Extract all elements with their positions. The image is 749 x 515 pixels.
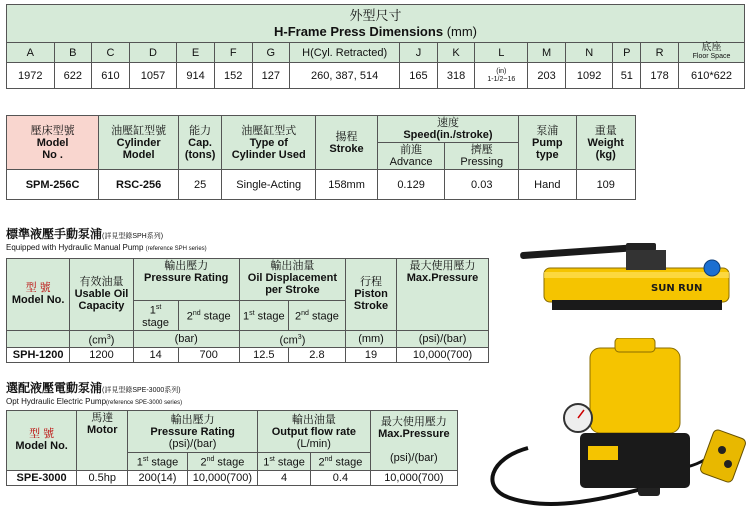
pump-cell: 1200 — [70, 348, 133, 363]
pump-header-stroke — [346, 259, 397, 331]
pump-unit-stroke: (mm) — [346, 330, 397, 348]
epump-cell: 200(14) — [128, 470, 188, 485]
manual-pump-image — [516, 228, 746, 338]
press-pressing-cn: 擠壓 — [470, 144, 493, 156]
manual-pump-table — [6, 258, 489, 363]
dim-value-l — [475, 63, 528, 89]
dimensions-title-en: H-Frame Press Dimensions — [273, 23, 444, 39]
epump-flow-stage1-label — [257, 453, 310, 471]
pump-header-displacement — [239, 259, 345, 301]
electric-subtitle-en: Opt Hydraulic Electric Pump — [6, 397, 107, 406]
pump-cap-en1: Usable Oil — [74, 288, 129, 301]
stage-num: 1 — [149, 304, 156, 317]
epump-stage2-label — [187, 453, 257, 471]
press-model-cn: 壓床型號 — [30, 124, 75, 137]
stage-suffix: st — [269, 456, 275, 463]
dim-header: F — [214, 43, 252, 63]
press-cell: Hand — [519, 170, 576, 200]
press-type-cn: 油壓缸型式 — [241, 124, 297, 137]
epump-header-max — [370, 411, 457, 471]
press-cell: 0.03 — [445, 170, 519, 200]
dim-header-floor-space — [679, 43, 745, 63]
epump-flow-en: Output flow rate — [271, 425, 357, 438]
dim-value: 1092 — [565, 63, 613, 89]
epump-flow-cn: 輸出油量 — [291, 413, 336, 426]
motor-housing — [590, 348, 680, 433]
pump-cell: 19 — [346, 348, 397, 363]
press-pump-type: type — [536, 148, 559, 161]
epump-pr-unit: (psi)/(bar) — [168, 437, 217, 450]
press-advance-en: Advance — [389, 156, 433, 168]
electric-pump-image — [470, 338, 746, 513]
epump-motor-cn: 馬達 — [91, 412, 114, 424]
press-header-type — [222, 116, 316, 170]
l-unit: (in) — [496, 67, 507, 75]
floor-space-cn: 底座 — [701, 42, 722, 53]
dim-value: 610*622 — [679, 63, 745, 89]
pump-max-en: Max.Pressure — [406, 272, 479, 284]
stage-num: 2 — [318, 456, 325, 469]
press-header-advance — [377, 143, 445, 170]
press-header-pump — [519, 116, 576, 170]
press-cap-unit: (tons) — [184, 148, 216, 161]
dim-header: K — [437, 43, 475, 63]
floor-space-en: Floor Space — [692, 53, 731, 60]
press-cell: 158mm — [316, 170, 377, 200]
epump-cell: 10,000(700) — [187, 470, 257, 485]
epump-max-cn: 最大使用壓力 — [380, 416, 447, 429]
epump-cell: SPE-3000 — [7, 470, 77, 485]
press-type-en1: Type of — [249, 136, 288, 149]
dimensions-title-unit: (mm) — [446, 23, 478, 39]
press-cell: 109 — [576, 170, 636, 200]
remote-control — [699, 429, 746, 484]
stage-suffix: st — [249, 310, 255, 317]
pump-header-max — [397, 259, 489, 331]
electric-title-note: (詳見型錄SPE-3000系列) — [102, 387, 181, 394]
epump-stage1-label — [128, 453, 188, 471]
pump-base — [552, 300, 722, 310]
pump-unit-disp: $(cm^3)$ — [239, 330, 345, 348]
dimensions-title-cn: 外型尺寸 — [349, 7, 402, 23]
press-speed-en: Speed(in./stroke) — [403, 129, 493, 141]
press-cell: 25 — [179, 170, 222, 200]
pump-cell: 700 — [178, 348, 239, 363]
dim-header: C — [92, 43, 130, 63]
epump-data-row — [7, 470, 458, 485]
press-pump-en: Pump — [532, 136, 563, 149]
press-header-cap — [179, 116, 222, 170]
pump-stroke-cn: 行程 — [360, 276, 383, 289]
dim-header: H(Cyl. Retracted) — [290, 43, 400, 63]
dim-header: A — [7, 43, 55, 63]
press-weight-cn: 重量 — [594, 124, 617, 137]
epump-cell: 4 — [257, 470, 310, 485]
pump-cap-cn: 有效油量 — [79, 276, 124, 289]
pump-unit-row — [7, 330, 489, 348]
press-header-cylinder — [99, 116, 179, 170]
pump-unit-max: (psi)/(bar) — [397, 330, 489, 348]
pump-header-model — [7, 259, 70, 331]
press-pressing-en: Pressing — [460, 156, 504, 168]
pump-pr-en: Pressure Rating — [144, 272, 229, 284]
dim-header: G — [252, 43, 290, 63]
manual-title-cn: 標準液壓手動泵浦 — [6, 227, 103, 241]
press-header-model — [7, 116, 99, 170]
manual-title-note: (詳見型錄SPH系列) — [102, 233, 164, 240]
press-speed-cn: 速度 — [436, 117, 459, 129]
press-cell: 0.129 — [377, 170, 445, 200]
pump-unit-pressure: (bar) — [133, 330, 239, 348]
dim-value: 152 — [214, 63, 252, 89]
dimensions-value-row — [7, 63, 745, 89]
epump-motor-en: Motor — [86, 424, 118, 436]
dim-value: 260, 387, 514 — [290, 63, 400, 89]
pump-model-en: Model No. — [11, 294, 65, 307]
stage-suffix: st — [155, 304, 162, 311]
epump-max-en: Max.Pressure — [378, 428, 450, 441]
pump-cell: 10,000(700) — [397, 348, 489, 363]
epump-model-en: Model No. — [15, 440, 68, 453]
press-pump-cn: 泵浦 — [536, 124, 559, 137]
oil-tank — [580, 433, 690, 488]
stage-word: stage — [217, 456, 245, 469]
epump-flow-stage2-label — [311, 453, 371, 471]
press-data-row — [7, 170, 636, 200]
manual-pump-subtitle — [6, 243, 207, 254]
epump-pr-cn: 輸出壓力 — [170, 413, 215, 426]
press-cylinder-model: Model — [122, 148, 155, 161]
pump-unit-model — [7, 330, 70, 348]
pump-header-capacity — [70, 259, 133, 331]
press-weight-en: Weight — [587, 136, 624, 149]
epump-header-flow — [257, 411, 370, 453]
stage-word: stage — [311, 310, 339, 323]
press-type-en2: Cylinder Used — [231, 148, 306, 161]
pump-max-cn: 最大使用壓力 — [409, 260, 476, 272]
press-cell: RSC-256 — [99, 170, 179, 200]
pump-stroke-en2: Stroke — [353, 300, 389, 313]
pump-handle — [520, 244, 640, 259]
dim-value: 914 — [177, 63, 215, 89]
epump-max-unit: (psi)/(bar) — [390, 452, 438, 465]
unit-cm: (cm — [88, 334, 107, 347]
stage-word: stage — [142, 316, 170, 329]
pump-cell: SPH-1200 — [7, 348, 70, 363]
dim-header: B — [54, 43, 92, 63]
stage-word: stage — [203, 310, 231, 323]
pump-unit-capacity: $(cm^3)$ — [70, 330, 133, 348]
press-header-stroke — [316, 116, 377, 170]
pump-pr-cn: 輸出壓力 — [164, 260, 209, 272]
dim-value: 622 — [54, 63, 92, 89]
epump-cell: 0.5hp — [77, 470, 128, 485]
stage-word: stage — [151, 456, 179, 469]
press-advance-cn: 前進 — [400, 144, 423, 156]
pump-disp-en1: Oil Displacement — [247, 272, 338, 284]
dim-value: 1972 — [7, 63, 55, 89]
pump-cap-en2: Capacity — [78, 300, 125, 313]
unit-cm: (cm — [279, 334, 298, 347]
pump-stage2-label — [178, 301, 239, 331]
dimensions-table — [6, 4, 745, 89]
pump-data-row — [7, 348, 489, 363]
press-cylinder-cn: 油壓缸型號 — [111, 124, 167, 137]
pump-stroke-en1: Piston — [354, 288, 388, 301]
press-cell: Single-Acting — [222, 170, 316, 200]
dim-header: M — [528, 43, 566, 63]
pump-head — [626, 250, 666, 270]
press-header-weight — [576, 116, 636, 170]
dim-header: P — [613, 43, 641, 63]
dim-header: R — [641, 43, 679, 63]
pump-model-cn: 型 號 — [25, 282, 51, 295]
pump-lever — [626, 243, 656, 251]
electric-pump-subtitle — [6, 397, 182, 408]
dim-value: 127 — [252, 63, 290, 89]
epump-model-cn: 型 號 — [29, 428, 55, 441]
stage-suffix: nd — [192, 310, 201, 317]
epump-header-pressure — [128, 411, 258, 453]
stage-suffix: nd — [301, 310, 309, 317]
press-spec-table — [6, 115, 636, 200]
epump-cell: 0.4 — [311, 470, 371, 485]
dim-value: 178 — [641, 63, 679, 89]
press-header-speed — [377, 116, 518, 143]
pump-disp-stage2-label — [288, 301, 345, 331]
manual-subtitle-en: Equipped with Hydraulic Manual Pump — [6, 243, 144, 252]
stage-num: 1 — [243, 310, 250, 323]
press-cap-en: Cap. — [188, 136, 212, 149]
electric-pump-table — [6, 410, 458, 486]
pump-disp-en2: per Stroke — [265, 284, 320, 296]
brand-logo: SUN RUN — [651, 283, 703, 294]
electric-pump-title — [6, 382, 181, 397]
dimensions-title — [7, 5, 745, 43]
press-cell: SPM-256C — [7, 170, 99, 200]
dim-value: 165 — [400, 63, 438, 89]
manual-pump-title — [6, 228, 163, 243]
dim-value: 610 — [92, 63, 130, 89]
epump-cell: 10,000(700) — [370, 470, 457, 485]
stage-word: stage — [257, 310, 285, 323]
dim-value: 51 — [613, 63, 641, 89]
epump-flow-unit: (L/min) — [296, 437, 331, 450]
epump-pr-en: Pressure Rating — [150, 425, 235, 438]
press-stroke-cn: 揚程 — [335, 130, 358, 143]
electric-title-cn: 選配液壓電動泵浦 — [6, 381, 103, 395]
stage-num: 2 — [200, 456, 207, 469]
dim-header: L — [475, 43, 528, 63]
pump-cell: 14 — [133, 348, 178, 363]
dim-header: J — [400, 43, 438, 63]
epump-header-model — [7, 411, 77, 471]
press-cap-cn: 能力 — [189, 124, 212, 137]
stage-word: stage — [277, 456, 305, 469]
dimensions-header-row — [7, 43, 745, 63]
pump-cell: 12.5 — [239, 348, 288, 363]
electric-subtitle-note: (reference SPE-3000 series) — [106, 400, 183, 406]
stage-num: 1 — [263, 456, 270, 469]
pump-cell: 2.8 — [288, 348, 345, 363]
dim-header: D — [129, 43, 177, 63]
release-knob — [704, 260, 720, 276]
press-stroke-en: Stroke — [329, 142, 364, 155]
stage-num: 1 — [136, 456, 143, 469]
stage-suffix: nd — [206, 456, 215, 463]
stage-suffix: st — [142, 456, 149, 463]
press-header-pressing — [445, 143, 519, 170]
pump-disp-cn: 輸出油量 — [270, 260, 315, 272]
press-cylinder-en: Cylinder — [116, 136, 161, 149]
press-model-en: Model — [36, 136, 69, 149]
epump-header-motor — [77, 411, 128, 471]
pump-header-pressure — [133, 259, 239, 301]
dim-header: N — [565, 43, 613, 63]
dim-value: 1057 — [129, 63, 177, 89]
pump-disp-stage1-label — [239, 301, 288, 331]
dim-value: 318 — [437, 63, 475, 89]
manual-subtitle-note: (reference SPH series) — [145, 246, 207, 252]
press-weight-unit: (kg) — [595, 148, 616, 161]
stage-word: stage — [335, 456, 363, 469]
stage-num: 2 — [186, 310, 193, 323]
carry-handle — [615, 338, 655, 352]
press-model-no: No . — [42, 148, 63, 161]
dim-value: 203 — [528, 63, 566, 89]
l-value: 1-1/2~16 — [487, 75, 516, 83]
stage-suffix: nd — [324, 456, 333, 463]
stage-num: 2 — [294, 310, 302, 323]
dim-header: E — [177, 43, 215, 63]
pump-stage1-label — [133, 301, 178, 331]
